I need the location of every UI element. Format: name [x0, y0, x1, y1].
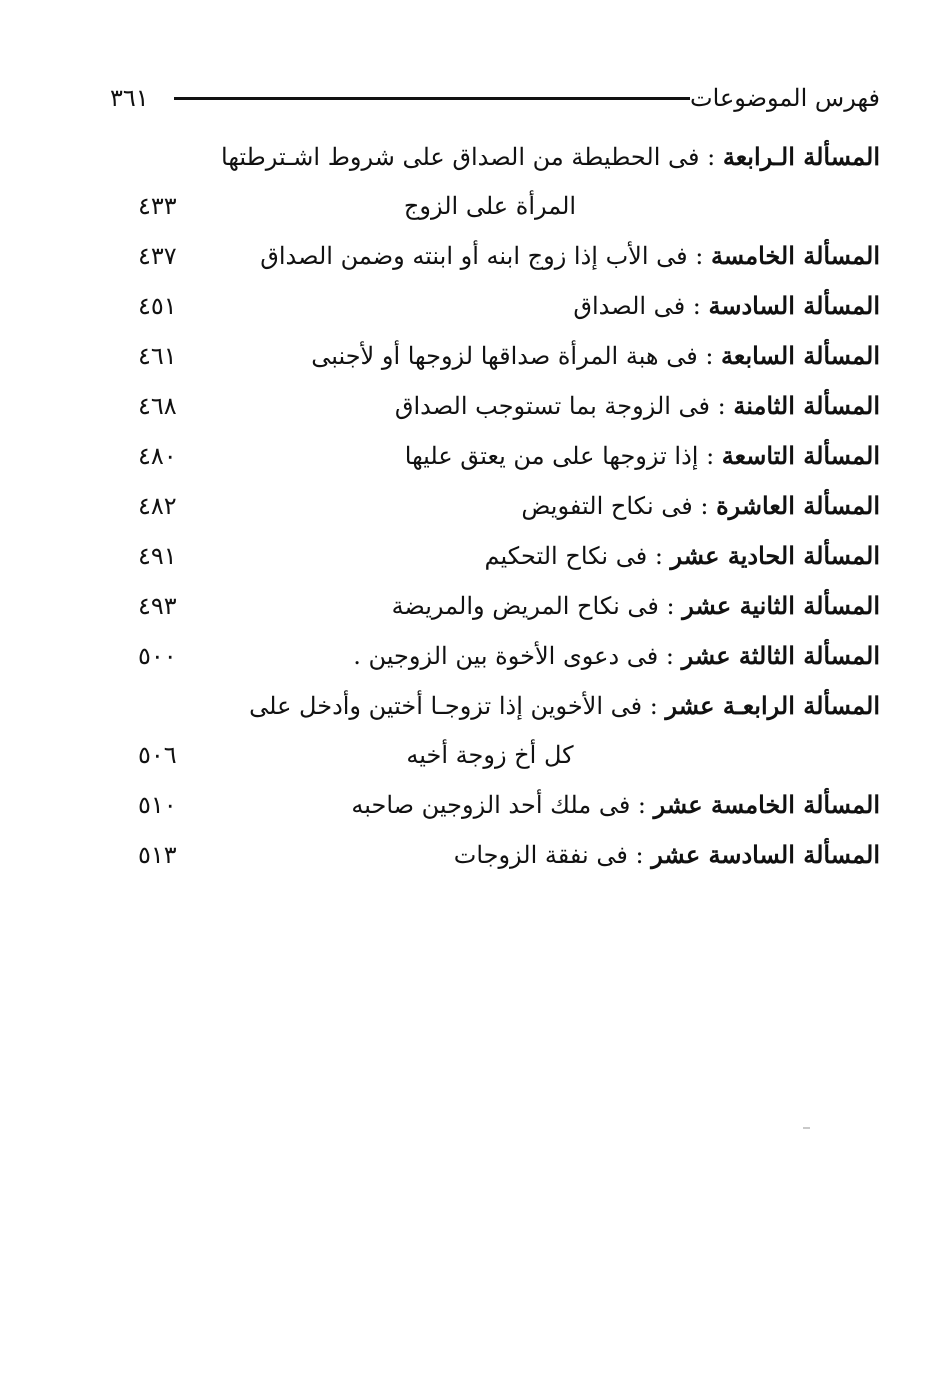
entry-separator: : — [710, 392, 734, 420]
entry-label: المسألة الخامسة عشر — [653, 790, 880, 819]
entry-page-number: ٤٥١ — [138, 292, 177, 320]
toc-entry — [130, 581, 880, 631]
toc-entry — [130, 531, 880, 581]
header-page-number: ٣٦١ — [110, 84, 149, 112]
toc-entry — [130, 281, 880, 331]
entry-label: المسألة التاسعة — [721, 441, 880, 470]
entry-separator: : — [698, 442, 722, 470]
toc-entry — [130, 231, 880, 281]
entry-title: فى الزوجة بما تستوجب الصداق — [394, 392, 711, 420]
entry-page-number: ٥١٣ — [138, 841, 177, 869]
toc-entry — [130, 631, 880, 681]
entry-separator: : — [658, 592, 683, 620]
entry-label: المسألة السادسة عشر — [651, 840, 880, 869]
entry-label: المسألة الرابعـة عشر — [665, 691, 880, 720]
entry-page-number: ٤٨٠ — [138, 442, 177, 470]
entry-label: المسألة الثامنة — [733, 391, 880, 420]
entry-title: فى ملك أحد الزوجين صاحبه — [351, 791, 631, 819]
entry-separator: : — [658, 642, 682, 670]
running-header — [110, 78, 880, 118]
toc-entry — [130, 431, 880, 481]
entry-title-continuation: المرأة على الزوج — [403, 192, 577, 220]
header-title: فهرس الموضوعات — [690, 84, 880, 112]
entry-label: المسألة الثالثة عشر — [681, 641, 880, 670]
toc-entry — [130, 780, 880, 830]
toc-entry — [130, 681, 880, 780]
entry-label: المسألة العاشرة — [716, 491, 880, 520]
entry-separator: : — [685, 292, 709, 320]
entry-page-number: ٤٣٧ — [138, 242, 177, 270]
toc-entry — [130, 331, 880, 381]
toc-entry — [130, 381, 880, 431]
entry-title-continuation: كل أخ زوجة أخيه — [406, 741, 574, 769]
entry-page-number: ٤٣٣ — [138, 192, 177, 220]
entry-separator: : — [630, 791, 654, 819]
entry-page-number: ٥٠٦ — [138, 741, 177, 769]
entry-page-number: ٤٩٣ — [138, 592, 177, 620]
header-rule — [174, 97, 690, 100]
entry-label: المسألة الخامسة — [710, 241, 880, 270]
entry-separator: : — [692, 492, 717, 520]
table-of-contents — [130, 132, 880, 880]
toc-entry — [130, 132, 880, 231]
entry-page-number: ٤٦٨ — [138, 392, 177, 420]
entry-title: فى نفقة الزوجات — [453, 841, 628, 869]
entry-separator: : — [687, 242, 711, 270]
entry-title: فى الأخوين إذا تزوجـا أختين وأدخل على — [249, 692, 643, 720]
entry-separator: : — [642, 692, 666, 720]
entry-separator: : — [627, 841, 652, 869]
entry-title: فى نكاح المريض والمريضة — [391, 592, 659, 620]
toc-entry — [130, 481, 880, 531]
entry-label: المسألة الثانية عشر — [682, 591, 880, 620]
entry-page-number: ٤٨٢ — [138, 492, 177, 520]
entry-label: المسألة الـرابعة — [722, 142, 880, 171]
toc-entry — [130, 830, 880, 880]
entry-title: فى الأب إذا زوج ابنه أو ابنته وضمن الصداق — [260, 242, 688, 270]
entry-title: فى هبة المرأة صداقها لزوجها أو لأجنبى — [311, 342, 698, 370]
entry-label: المسألة الحادية عشر — [670, 541, 880, 570]
entry-label: المسألة السابعة — [721, 341, 880, 370]
entry-title: فى الحطيطة من الصداق على شروط اشـترطتها — [221, 143, 700, 171]
entry-label: المسألة السادسة — [708, 291, 880, 320]
entry-page-number: ٥٠٠ — [138, 642, 177, 670]
entry-title: فى دعوى الأخوة بين الزوجين . — [353, 642, 659, 670]
entry-page-number: ٤٦١ — [138, 342, 177, 370]
entry-separator: : — [647, 542, 671, 570]
entry-title: فى الصداق — [573, 292, 686, 320]
entry-page-number: ٥١٠ — [138, 791, 177, 819]
entry-separator: : — [699, 143, 723, 171]
entry-title: فى نكاح التفويض — [521, 492, 693, 520]
entry-separator: : — [697, 342, 722, 370]
scan-speck — [803, 1127, 810, 1129]
entry-title: فى نكاح التحكيم — [484, 542, 648, 570]
entry-page-number: ٤٩١ — [138, 542, 177, 570]
entry-title: إذا تزوجها على من يعتق عليها — [404, 442, 699, 470]
